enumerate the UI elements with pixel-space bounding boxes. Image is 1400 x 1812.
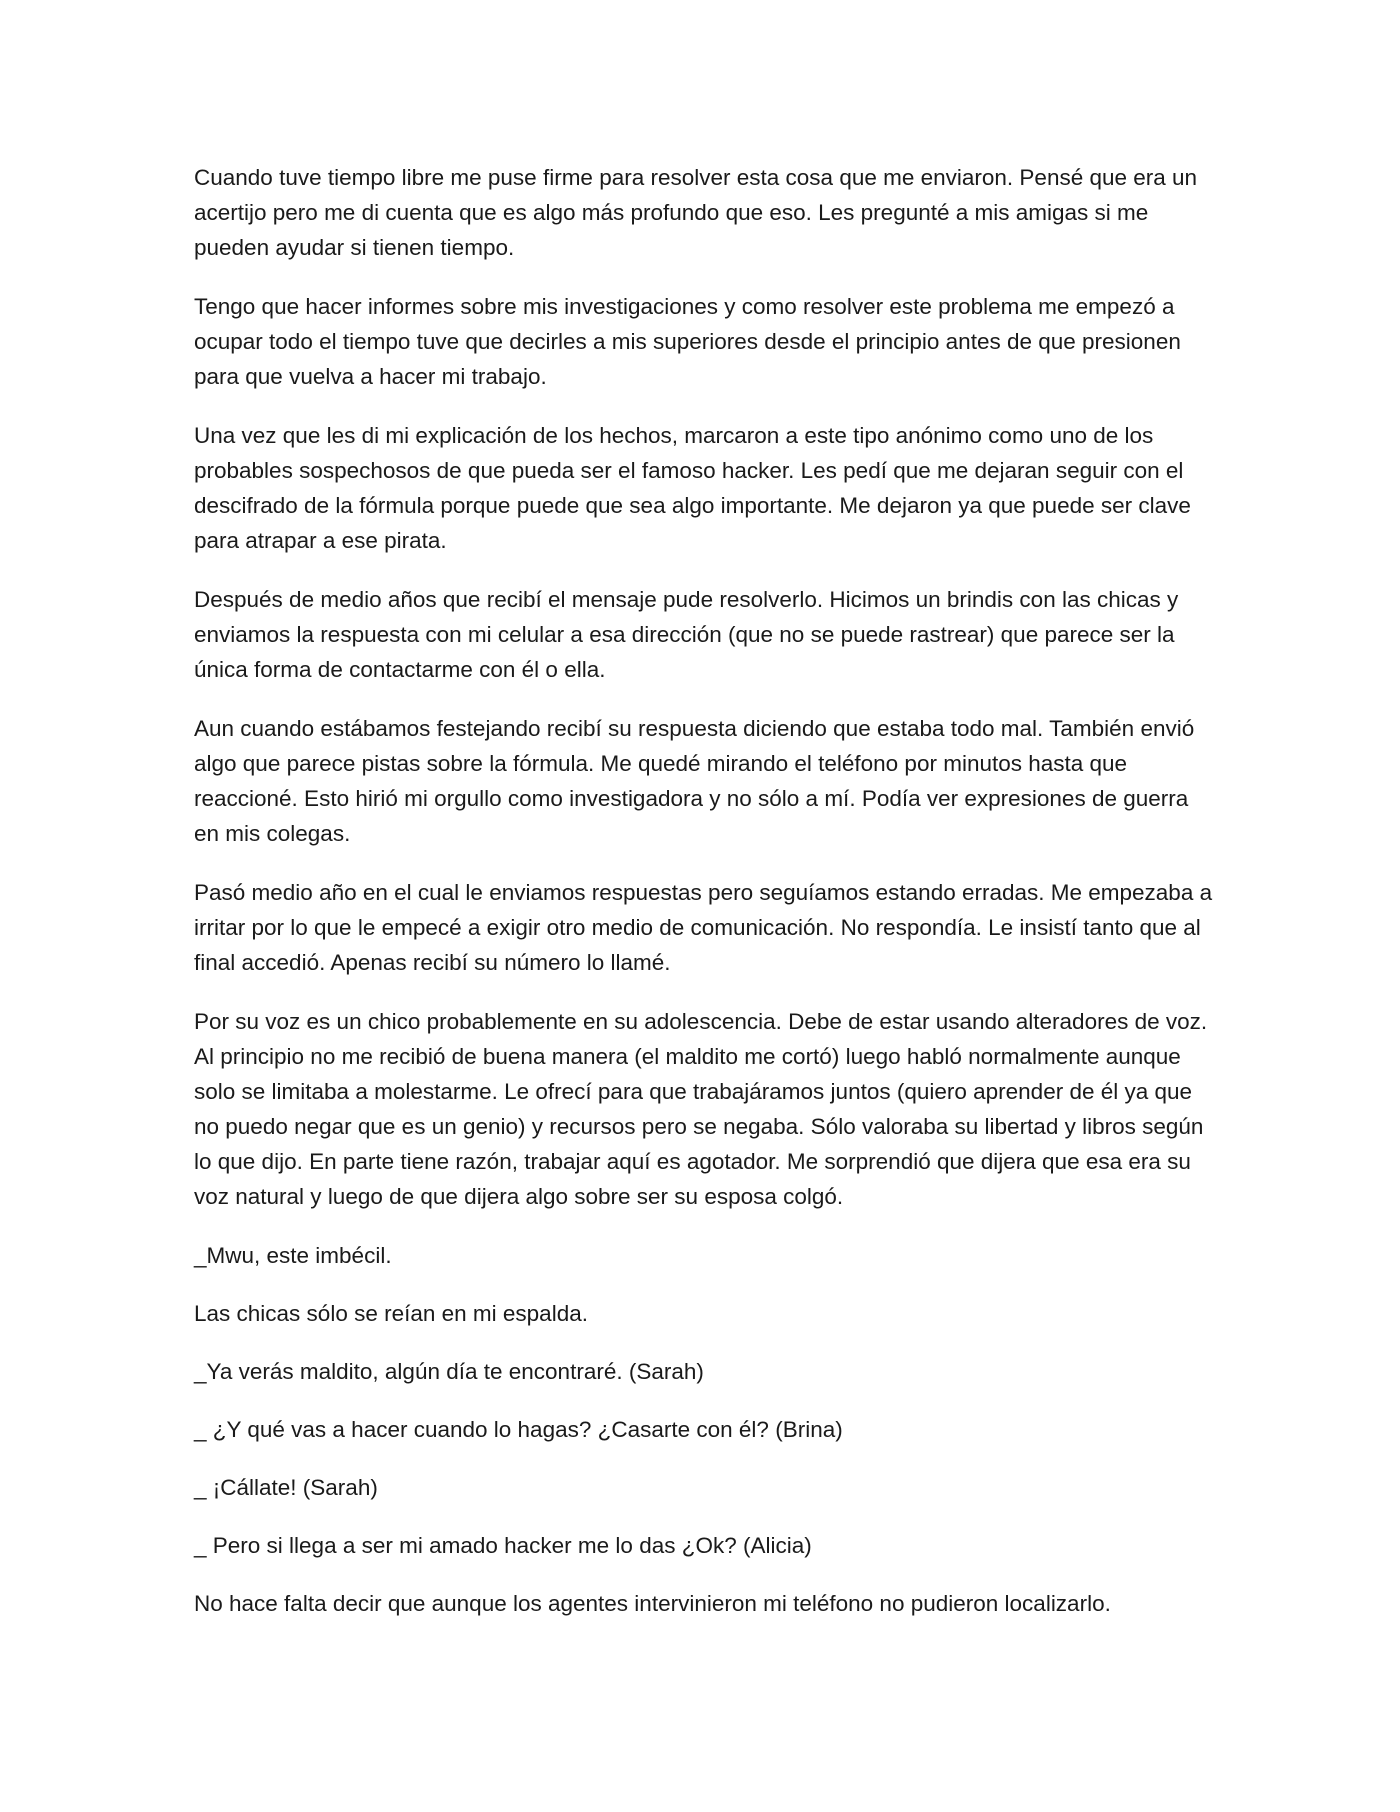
dialogue-line-2: _Ya verás maldito, algún día te encontraré. (Sarah) <box>194 1359 704 1384</box>
paragraph-7: Por su voz es un chico probablemente en su adolescencia. Debe de estar usando alteradores de voz. Al principio no me recibió de buena manera (el maldito me cortó) luego habló normalmente aunque solo se limitaba a molestarme. Le ofrecí para que trabajáramos juntos (quiero aprender de él ya que no puedo negar que es un genio) y recursos pero se negaba. Sólo valoraba su libertad y libros según lo que dijo. En parte tiene razón, trabajar aquí es agotador. Me sorprendió que dijera que esa era su voz natural y luego de que dijera algo sobre ser su esposa colgó. <box>194 1009 1208 1209</box>
dialogue-line-1: _Mwu, este imbécil. <box>194 1243 392 1268</box>
narration-line: Las chicas sólo se reían en mi espalda. <box>194 1301 588 1326</box>
paragraph-3: Una vez que les di mi explicación de los hechos, marcaron a este tipo anónimo como uno de los probables sospechosos de que pueda ser el famoso hacker. Les pedí que me dejaran seguir con el descifrado de la fórmula porque puede que sea algo importante. Me dejaron ya que puede ser clave para atrapar a ese pirata. <box>194 423 1191 553</box>
dialogue-line-3: _ ¿Y qué vas a hacer cuando lo hagas? ¿Casarte con él? (Brina) <box>194 1417 843 1442</box>
paragraph-4: Después de medio años que recibí el mensaje pude resolverlo. Hicimos un brindis con las chicas y enviamos la respuesta con mi celular a esa dirección (que no se puede rastrear) que parece ser la única forma de contactarme con él o ella. <box>194 587 1179 682</box>
document-body <box>194 160 1214 1645</box>
paragraph-2: Tengo que hacer informes sobre mis investigaciones y como resolver este problema me empezó a ocupar todo el tiempo tuve que decirles a mis superiores desde el principio antes de que presionen para que vuelva a hacer mi trabajo. <box>194 294 1181 389</box>
paragraph-5: Aun cuando estábamos festejando recibí su respuesta diciendo que estaba todo mal. También envió algo que parece pistas sobre la fórmula. Me quedé mirando el teléfono por minutos hasta que reaccioné. Esto hirió mi orgullo como investigadora y no sólo a mí. Podía ver expresiones de guerra en mis colegas. <box>194 716 1195 846</box>
dialogue-line-5: _ Pero si llega a ser mi amado hacker me lo das ¿Ok? (Alicia) <box>194 1533 812 1558</box>
closing-paragraph: No hace falta decir que aunque los agentes intervinieron mi teléfono no pudieron localizarlo. <box>194 1591 1111 1616</box>
paragraph-6: Pasó medio año en el cual le enviamos respuestas pero seguíamos estando erradas. Me empezaba a irritar por lo que le empecé a exigir otro medio de comunicación. No respondía. Le insistí tanto que al final accedió. Apenas recibí su número lo llamé. <box>194 880 1213 975</box>
paragraph-1: Cuando tuve tiempo libre me puse firme para resolver esta cosa que me enviaron. Pensé que era un acertijo pero me di cuenta que es algo más profundo que eso. Les pregunté a mis amigas si me pueden ayudar si tienen tiempo. <box>194 165 1198 260</box>
dialogue-line-4: _ ¡Cállate! (Sarah) <box>194 1475 378 1500</box>
